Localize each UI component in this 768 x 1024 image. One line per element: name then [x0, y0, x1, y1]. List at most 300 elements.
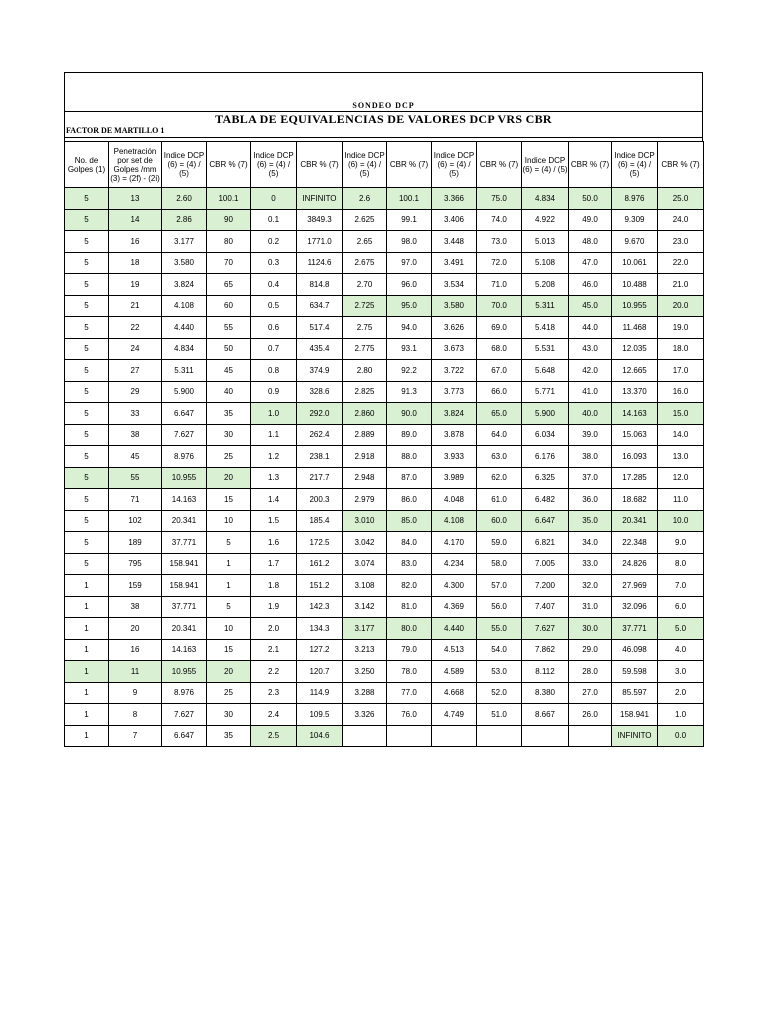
table-cell: 1 [207, 553, 251, 575]
table-cell: 30 [207, 704, 251, 726]
table-cell: 1.9 [251, 596, 297, 618]
table-header-row [65, 142, 704, 188]
table-cell: 2.1 [251, 639, 297, 661]
table-cell: 4.170 [432, 532, 477, 554]
table-cell: 3.824 [162, 274, 207, 296]
table-cell: 9 [109, 682, 162, 704]
table-row [65, 360, 704, 382]
table-cell: 31.0 [569, 596, 612, 618]
table-cell: 0.7 [251, 338, 297, 360]
table-cell: 90 [207, 209, 251, 231]
table-cell: 16.0 [658, 381, 704, 403]
table-cell: 3.448 [432, 231, 477, 253]
table-cell: 5 [65, 231, 109, 253]
table-cell: 6.0 [658, 596, 704, 618]
column-header: CBR % (7) [477, 142, 522, 188]
table-cell: 75.0 [477, 188, 522, 210]
table-cell: 114.9 [297, 682, 343, 704]
table-cell: 15 [207, 639, 251, 661]
table-cell: 3.580 [162, 252, 207, 274]
table-cell: 90.0 [387, 403, 432, 425]
table-cell: 9.309 [612, 209, 658, 231]
table-cell: 17.0 [658, 360, 704, 382]
table-cell: 94.0 [387, 317, 432, 339]
table-cell: 3.213 [343, 639, 387, 661]
table-cell: 8.0 [658, 553, 704, 575]
table-cell: 5 [65, 381, 109, 403]
table-cell: 3.406 [432, 209, 477, 231]
table-cell: 26.0 [569, 704, 612, 726]
table-row [65, 274, 704, 296]
table-cell: 13.370 [612, 381, 658, 403]
table-cell: 59.0 [477, 532, 522, 554]
table-cell: 70.0 [477, 295, 522, 317]
table-cell: 5 [65, 553, 109, 575]
table-cell: 8.976 [612, 188, 658, 210]
table-cell: 27.969 [612, 575, 658, 597]
table-cell: 79.0 [387, 639, 432, 661]
table-cell: 5.208 [522, 274, 569, 296]
table-cell: 5 [65, 317, 109, 339]
table-cell: 42.0 [569, 360, 612, 382]
table-cell: 99.1 [387, 209, 432, 231]
table-row [65, 532, 704, 554]
table-cell: 3.074 [343, 553, 387, 575]
table-cell: 63.0 [477, 446, 522, 468]
table-cell: 1.3 [251, 467, 297, 489]
table-cell: 35.0 [569, 510, 612, 532]
table-cell: 34.0 [569, 532, 612, 554]
table-cell: 1.7 [251, 553, 297, 575]
table-cell: 2.0 [658, 682, 704, 704]
table-cell: 1.4 [251, 489, 297, 511]
table-cell: 45.0 [569, 295, 612, 317]
table-cell: 158.941 [612, 704, 658, 726]
table-row [65, 252, 704, 274]
table-cell: 2.860 [343, 403, 387, 425]
table-cell: 32.096 [612, 596, 658, 618]
table-cell: 158.941 [162, 575, 207, 597]
table-cell: 2.3 [251, 682, 297, 704]
table-cell: 109.5 [297, 704, 343, 726]
table-cell: 58.0 [477, 553, 522, 575]
table-cell: 3.933 [432, 446, 477, 468]
table-cell: 3.177 [162, 231, 207, 253]
table-cell: 4.513 [432, 639, 477, 661]
table-cell: 5 [207, 532, 251, 554]
table-cell: 81.0 [387, 596, 432, 618]
table-cell: 24 [109, 338, 162, 360]
table-cell: 22 [109, 317, 162, 339]
header-divider [65, 137, 702, 138]
table-cell: 1 [65, 639, 109, 661]
table-cell: 24.0 [658, 209, 704, 231]
table-row [65, 618, 704, 640]
table-cell: 3.366 [432, 188, 477, 210]
table-cell: 87.0 [387, 467, 432, 489]
table-cell [569, 725, 612, 747]
table-cell: 2.918 [343, 446, 387, 468]
table-cell: 30 [207, 424, 251, 446]
table-cell: 100.1 [387, 188, 432, 210]
table-cell: 29.0 [569, 639, 612, 661]
table-cell: 30.0 [569, 618, 612, 640]
table-cell: 70 [207, 252, 251, 274]
table-cell: 25 [207, 446, 251, 468]
table-cell: 102 [109, 510, 162, 532]
table-cell: 3.042 [343, 532, 387, 554]
table-cell: 1 [65, 618, 109, 640]
table-cell: 22.0 [658, 252, 704, 274]
table-cell: 4.440 [432, 618, 477, 640]
table-cell: 3.326 [343, 704, 387, 726]
table-cell: 20.0 [658, 295, 704, 317]
table-cell: 2.80 [343, 360, 387, 382]
table-cell: 5.013 [522, 231, 569, 253]
table-cell: 0.9 [251, 381, 297, 403]
table-row [65, 209, 704, 231]
table-cell: 7.862 [522, 639, 569, 661]
table-cell: 74.0 [477, 209, 522, 231]
table-cell: 77.0 [387, 682, 432, 704]
table-cell: 85.0 [387, 510, 432, 532]
table-cell: 0.5 [251, 295, 297, 317]
table-cell: 66.0 [477, 381, 522, 403]
table-cell: 5 [65, 252, 109, 274]
table-cell: 78.0 [387, 661, 432, 683]
table-cell: 24.826 [612, 553, 658, 575]
table-cell: 795 [109, 553, 162, 575]
table-cell: 292.0 [297, 403, 343, 425]
table-cell: 92.2 [387, 360, 432, 382]
column-header: Penetración por set de Golpes /mm (3) = (2f) - (2i) [109, 142, 162, 188]
table-cell: 9.0 [658, 532, 704, 554]
table-cell: 55 [207, 317, 251, 339]
table-cell: 2.65 [343, 231, 387, 253]
table-row [65, 682, 704, 704]
table-cell: 56.0 [477, 596, 522, 618]
table-cell: 2.60 [162, 188, 207, 210]
table-cell: 80.0 [387, 618, 432, 640]
table-cell: 5 [65, 209, 109, 231]
table-cell: 7.407 [522, 596, 569, 618]
table-cell: 13 [109, 188, 162, 210]
table-cell: 5 [65, 446, 109, 468]
table-cell: 41.0 [569, 381, 612, 403]
table-cell: 45 [109, 446, 162, 468]
table-cell: 3849.3 [297, 209, 343, 231]
column-header: Indice DCP (6) = (4) / (5) [162, 142, 207, 188]
table-cell: 12.665 [612, 360, 658, 382]
table-cell: 88.0 [387, 446, 432, 468]
table-cell: 48.0 [569, 231, 612, 253]
table-cell: 100.1 [207, 188, 251, 210]
table-cell: 33 [109, 403, 162, 425]
table-cell: 5.311 [162, 360, 207, 382]
column-header: CBR % (7) [658, 142, 704, 188]
table-cell: 10.488 [612, 274, 658, 296]
table-cell: 44.0 [569, 317, 612, 339]
column-header: CBR % (7) [569, 142, 612, 188]
table-cell: 60.0 [477, 510, 522, 532]
table-cell: 80 [207, 231, 251, 253]
table-cell: 5 [65, 295, 109, 317]
table-cell: 25.0 [658, 188, 704, 210]
table-cell: 84.0 [387, 532, 432, 554]
table-cell: 7.627 [162, 424, 207, 446]
table-cell: 1 [65, 575, 109, 597]
table-cell: 0.8 [251, 360, 297, 382]
table-row [65, 381, 704, 403]
table-cell [522, 725, 569, 747]
table-cell: 37.771 [162, 532, 207, 554]
table-cell: 20.341 [162, 618, 207, 640]
table-cell: 3.177 [343, 618, 387, 640]
table-cell: 19.0 [658, 317, 704, 339]
table-cell: 5 [65, 403, 109, 425]
table-cell: 65 [207, 274, 251, 296]
table-cell: 91.3 [387, 381, 432, 403]
table-cell: 18.0 [658, 338, 704, 360]
table-row [65, 510, 704, 532]
table-cell: 172.5 [297, 532, 343, 554]
table-cell: 10.0 [658, 510, 704, 532]
table-cell: 71 [109, 489, 162, 511]
table-row [65, 424, 704, 446]
table-cell: 5 [65, 274, 109, 296]
table-cell: 93.1 [387, 338, 432, 360]
table-cell: 2.889 [343, 424, 387, 446]
table-cell: 3.0 [658, 661, 704, 683]
table-cell: 0.2 [251, 231, 297, 253]
table-cell: 142.3 [297, 596, 343, 618]
table-cell: 3.491 [432, 252, 477, 274]
table-cell: 120.7 [297, 661, 343, 683]
table-cell: 2.6 [343, 188, 387, 210]
factor-label: FACTOR DE MARTILLO 1 [66, 126, 165, 135]
table-cell: 5.648 [522, 360, 569, 382]
table-cell: 2.725 [343, 295, 387, 317]
table-cell: 7.627 [522, 618, 569, 640]
table-cell: 2.4 [251, 704, 297, 726]
table-cell: 7.0 [658, 575, 704, 597]
table-cell: 1 [65, 682, 109, 704]
table-cell: 5.900 [162, 381, 207, 403]
table-cell: 435.4 [297, 338, 343, 360]
table-cell: 217.7 [297, 467, 343, 489]
table-cell: 95.0 [387, 295, 432, 317]
table-cell: 45 [207, 360, 251, 382]
table-row [65, 231, 704, 253]
table-cell: 10.955 [612, 295, 658, 317]
table-cell: 65.0 [477, 403, 522, 425]
table-cell: 37.771 [162, 596, 207, 618]
table-cell: 5 [65, 467, 109, 489]
table-cell: 1 [65, 704, 109, 726]
table-cell: 53.0 [477, 661, 522, 683]
column-header: CBR % (7) [207, 142, 251, 188]
table-cell: 54.0 [477, 639, 522, 661]
table-cell: 4.108 [162, 295, 207, 317]
table-cell: 2.86 [162, 209, 207, 231]
table-row [65, 704, 704, 726]
table-cell: 5 [65, 510, 109, 532]
table-cell: 46.0 [569, 274, 612, 296]
table-cell: 5.900 [522, 403, 569, 425]
column-header: CBR % (7) [297, 142, 343, 188]
sheet-header [64, 72, 703, 141]
table-cell: 51.0 [477, 704, 522, 726]
table-cell: 1.6 [251, 532, 297, 554]
table-cell: 20.341 [162, 510, 207, 532]
table-cell: 1 [65, 596, 109, 618]
table-cell: 15 [207, 489, 251, 511]
table-cell: 5.0 [658, 618, 704, 640]
table-cell: 43.0 [569, 338, 612, 360]
table-cell: 6.821 [522, 532, 569, 554]
table-cell: 5.531 [522, 338, 569, 360]
table-cell: 39.0 [569, 424, 612, 446]
table-cell: 161.2 [297, 553, 343, 575]
table-cell: 3.878 [432, 424, 477, 446]
table-row [65, 661, 704, 683]
table-cell: 3.250 [343, 661, 387, 683]
table-cell: 76.0 [387, 704, 432, 726]
table-cell: 517.4 [297, 317, 343, 339]
table-cell: 0.3 [251, 252, 297, 274]
table-cell: 238.1 [297, 446, 343, 468]
table-cell: 1.0 [658, 704, 704, 726]
table-cell: 9.670 [612, 231, 658, 253]
table-cell: 40.0 [569, 403, 612, 425]
table-cell: 8 [109, 704, 162, 726]
table-cell: 6.647 [522, 510, 569, 532]
table-cell: 6.176 [522, 446, 569, 468]
table-cell: 6.325 [522, 467, 569, 489]
table-cell: 6.647 [162, 725, 207, 747]
table-cell: 89.0 [387, 424, 432, 446]
table-cell: 2.675 [343, 252, 387, 274]
column-header: Indice DCP (6) = (4) / (5) [251, 142, 297, 188]
table-cell: 4.0 [658, 639, 704, 661]
table-row [65, 317, 704, 339]
table-cell: 18 [109, 252, 162, 274]
dcp-cbr-sheet [64, 72, 703, 747]
table-cell: 5 [65, 489, 109, 511]
table-cell: 5 [207, 596, 251, 618]
table-cell: 11 [109, 661, 162, 683]
table-cell: 23.0 [658, 231, 704, 253]
column-header: Indice DCP (6) = (4) / (5) [432, 142, 477, 188]
table-cell: 6.482 [522, 489, 569, 511]
table-cell: 4.834 [522, 188, 569, 210]
table-cell: 6.647 [162, 403, 207, 425]
table-cell: 85.597 [612, 682, 658, 704]
table-cell: 0.1 [251, 209, 297, 231]
table-cell: 96.0 [387, 274, 432, 296]
table-cell: 20 [207, 661, 251, 683]
table-cell: 2.70 [343, 274, 387, 296]
table-cell: 16.093 [612, 446, 658, 468]
table-cell: 4.300 [432, 575, 477, 597]
table-cell: 16 [109, 639, 162, 661]
table-row [65, 446, 704, 468]
table-cell: 25 [207, 682, 251, 704]
sondeo-label: SONDEO DCP [352, 101, 415, 110]
table-cell: 3.142 [343, 596, 387, 618]
table-cell: 86.0 [387, 489, 432, 511]
table-cell: 50 [207, 338, 251, 360]
table-cell [387, 725, 432, 747]
table-cell: 189 [109, 532, 162, 554]
table-cell: 4.749 [432, 704, 477, 726]
table-cell: 61.0 [477, 489, 522, 511]
table-cell: 5 [65, 188, 109, 210]
table-cell: 0.4 [251, 274, 297, 296]
table-cell: 4.668 [432, 682, 477, 704]
table-cell: 10.955 [162, 661, 207, 683]
table-cell: 2.2 [251, 661, 297, 683]
table-cell: 12.035 [612, 338, 658, 360]
table-cell: 3.010 [343, 510, 387, 532]
table-cell: 1 [65, 661, 109, 683]
table-cell: 40 [207, 381, 251, 403]
table-cell: 46.098 [612, 639, 658, 661]
table-cell: 4.922 [522, 209, 569, 231]
column-header: Indice DCP (6) = (4) / (5) [522, 142, 569, 188]
table-cell: 57.0 [477, 575, 522, 597]
table-cell: 1 [65, 725, 109, 747]
table-cell: 20.341 [612, 510, 658, 532]
column-header: No. de Golpes (1) [65, 142, 109, 188]
table-cell: 64.0 [477, 424, 522, 446]
table-cell: 104.6 [297, 725, 343, 747]
table-cell: 7 [109, 725, 162, 747]
table-cell: 12.0 [658, 467, 704, 489]
table-cell: 36.0 [569, 489, 612, 511]
table-cell: 8.112 [522, 661, 569, 683]
table-cell: 14 [109, 209, 162, 231]
page-title: TABLA DE EQUIVALENCIAS DE VALORES DCP VRS CBR [215, 112, 552, 126]
table-cell: 68.0 [477, 338, 522, 360]
table-cell: 21.0 [658, 274, 704, 296]
table-cell: 374.9 [297, 360, 343, 382]
table-cell: 5.311 [522, 295, 569, 317]
table-cell: 2.5 [251, 725, 297, 747]
table-cell: 10 [207, 510, 251, 532]
table-cell: 62.0 [477, 467, 522, 489]
table-cell: 59.598 [612, 661, 658, 683]
table-cell: 3.288 [343, 682, 387, 704]
table-cell: INFINITO [297, 188, 343, 210]
table-row [65, 725, 704, 747]
table-cell: 38.0 [569, 446, 612, 468]
table-cell: 1124.6 [297, 252, 343, 274]
table-cell: 10.955 [162, 467, 207, 489]
table-cell: 28.0 [569, 661, 612, 683]
table-cell: 1771.0 [297, 231, 343, 253]
table-cell: 47.0 [569, 252, 612, 274]
table-cell: 4.589 [432, 661, 477, 683]
table-row [65, 575, 704, 597]
table-row [65, 295, 704, 317]
equivalence-table [64, 141, 704, 747]
table-row [65, 467, 704, 489]
table-cell: 27 [109, 360, 162, 382]
table-cell: 262.4 [297, 424, 343, 446]
table-cell: 1.0 [251, 403, 297, 425]
table-cell: 17.285 [612, 467, 658, 489]
